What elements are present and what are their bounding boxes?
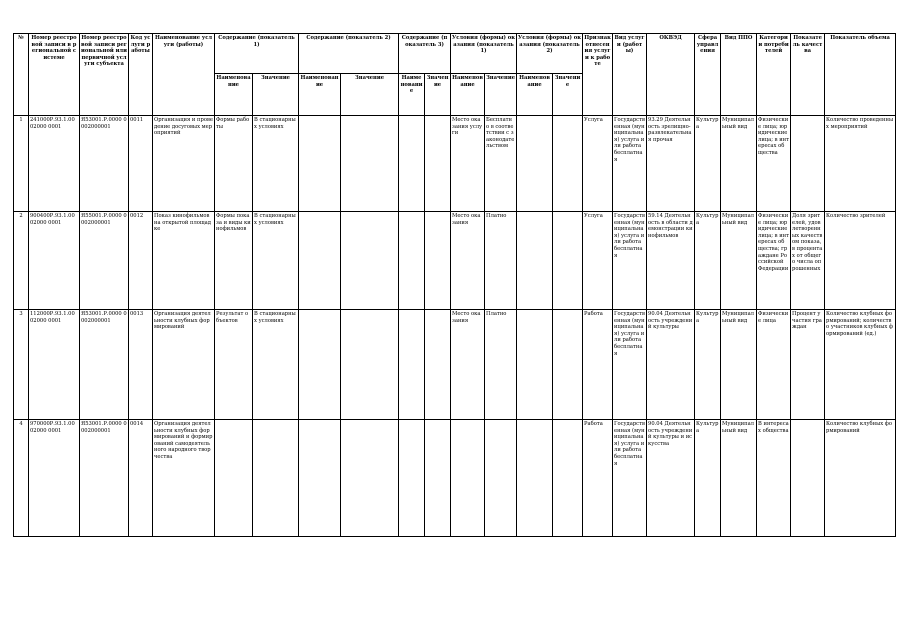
cell-sphere: Культура <box>695 116 721 212</box>
header-reg-number: Номер реестровой записи в региональной системе <box>29 34 80 116</box>
cell-content-2-value <box>341 310 399 420</box>
cell-content-3-name <box>399 116 425 212</box>
cell-conditions-2-name <box>517 420 553 537</box>
cell-content-3-value <box>425 212 451 310</box>
cell-content-1-name: Формы показа и виды кинофильмов <box>215 212 253 310</box>
cell-sphere: Культура <box>695 420 721 537</box>
cell-no: 4 <box>14 420 29 537</box>
cell-conditions-2-value <box>553 310 583 420</box>
cell-content-1-name: Формы работы <box>215 116 253 212</box>
cell-conditions-2-value <box>553 116 583 212</box>
cell-code: 0011 <box>129 116 153 212</box>
header-service-name: Наименование услуги (работы) <box>153 34 215 116</box>
header-content-1-value: Значение <box>253 74 299 116</box>
cell-conditions-1-name: Место оказания <box>451 212 485 310</box>
header-conditions-2-name: Наименование <box>517 74 553 116</box>
cell-content-3-name <box>399 420 425 537</box>
header-no: № <box>14 34 29 116</box>
cell-content-3-value <box>425 420 451 537</box>
header-conditions-1-value: Значение <box>485 74 517 116</box>
cell-conditions-1-value: Платно <box>485 212 517 310</box>
cell-conditions-2-name <box>517 310 553 420</box>
header-conditions-1: Условия (формы) оказания (показатель 1) <box>451 34 517 74</box>
cell-quality <box>791 116 825 212</box>
cell-reg: 900400Р.93.1.0002000 0001 <box>29 212 80 310</box>
header-consumers: Категории потребителей <box>757 34 791 116</box>
cell-code: 0013 <box>129 310 153 420</box>
cell-okved: 90.04 Деятельность учреждений культуры и искусства <box>647 420 695 537</box>
cell-ppo: Муниципальный вид <box>721 420 757 537</box>
cell-no: 2 <box>14 212 29 310</box>
cell-content-2-name <box>299 420 341 537</box>
header-content-1-name: Наименование <box>215 74 253 116</box>
cell-conditions-1-name: Место оказания <box>451 310 485 420</box>
cell-reg-subject: Я55001.Р.0000 0002000001 <box>80 212 129 310</box>
cell-conditions-2-name <box>517 116 553 212</box>
header-sphere: Сфера управления <box>695 34 721 116</box>
cell-reg: 241000Р.93.1.0002000 0001 <box>29 116 80 212</box>
table-row <box>14 116 896 212</box>
cell-content-1-name: Результат объектов <box>215 310 253 420</box>
cell-code: 0014 <box>129 420 153 537</box>
cell-no: 1 <box>14 116 29 212</box>
header-content-3-name: Наименование <box>399 74 425 116</box>
cell-reg-subject: Я53001.Р.0000 0002000001 <box>80 116 129 212</box>
table-row <box>14 212 896 310</box>
cell-okved: 59.14 Деятельность в области демонстрации кинофильмов <box>647 212 695 310</box>
cell-conditions-1-value: Платно <box>485 310 517 420</box>
header-content-2-value: Значение <box>341 74 399 116</box>
cell-ppo: Муниципальный вид <box>721 116 757 212</box>
cell-type: Государственная (муниципальная) услуга или работа бесплатная <box>613 310 647 420</box>
cell-conditions-2-name <box>517 212 553 310</box>
cell-consumers: Физические лица; юридические лица; в интересах общества; граждане Российской Федерации <box>757 212 791 310</box>
cell-conditions-2-value <box>553 420 583 537</box>
cell-conditions-2-value <box>553 212 583 310</box>
cell-content-2-name <box>299 310 341 420</box>
table-row <box>14 420 896 537</box>
cell-content-2-value <box>341 212 399 310</box>
cell-type: Государственная (муниципальная) услуга или работа бесплатная <box>613 116 647 212</box>
cell-reg: 970000Р.93.1.0002000 0001 <box>29 420 80 537</box>
cell-quality: Процент участия граждан <box>791 310 825 420</box>
cell-content-2-name <box>299 212 341 310</box>
cell-content-1-value <box>253 420 299 537</box>
cell-sign: Работа <box>583 420 613 537</box>
header-reg-number-subject: Номер реестровой записи региональной или первичной услуги субъекта <box>80 34 129 116</box>
cell-name: Показ кинофильмов на открытой площадке <box>153 212 215 310</box>
header-okved: ОКВЭД <box>647 34 695 116</box>
cell-content-3-name <box>399 212 425 310</box>
cell-volume: Количество проведенных мероприятий <box>825 116 896 212</box>
header-conditions-2-value: Значение <box>553 74 583 116</box>
header-vid-ppo: Вид ППО <box>721 34 757 116</box>
cell-name: Организация деятельности клубных формирований <box>153 310 215 420</box>
cell-content-3-name <box>399 310 425 420</box>
header-content-1: Содержание (показатель 1) <box>215 34 299 74</box>
registry-sheet <box>13 33 895 537</box>
cell-volume: Количество клубных формирований; количество участников клубных формирований (ед.) <box>825 310 896 420</box>
cell-conditions-1-name <box>451 420 485 537</box>
header-conditions-1-name: Наименование <box>451 74 485 116</box>
cell-code: 0012 <box>129 212 153 310</box>
header-service-code: Код услуги работы <box>129 34 153 116</box>
table-row <box>14 310 896 420</box>
header-conditions-2: Условия (формы) оказания (показатель 2) <box>517 34 583 74</box>
cell-sign: Услуга <box>583 212 613 310</box>
cell-sign: Работа <box>583 310 613 420</box>
cell-consumers: Физические лица; юридические лица; в интересах общества <box>757 116 791 212</box>
cell-content-2-name <box>299 116 341 212</box>
cell-content-1-value: В стационарных условиях <box>253 212 299 310</box>
header-type: Вид услуги (работы) <box>613 34 647 116</box>
cell-sign: Услуга <box>583 116 613 212</box>
cell-volume: Количество зрителей <box>825 212 896 310</box>
cell-content-3-value <box>425 310 451 420</box>
header-sign: Признак отнесения услуги к работе <box>583 34 613 116</box>
cell-no: 3 <box>14 310 29 420</box>
cell-consumers: Физические лица <box>757 310 791 420</box>
cell-type: Государственная (муниципальная) услуга или работа бесплатная <box>613 420 647 537</box>
cell-name: Организация деятельности клубных формирований и формирований самодеятельного народного творчества <box>153 420 215 537</box>
cell-quality <box>791 420 825 537</box>
header-content-3-value: Значение <box>425 74 451 116</box>
cell-content-2-value <box>341 116 399 212</box>
cell-content-1-value: В стационарных условиях <box>253 116 299 212</box>
header-content-3: Содержание (показатель 3) <box>399 34 451 74</box>
cell-content-1-name <box>215 420 253 537</box>
cell-okved: 90.04 Деятельность учреждений культуры <box>647 310 695 420</box>
cell-conditions-1-value <box>485 420 517 537</box>
header-volume: Показатель объема <box>825 34 896 116</box>
cell-conditions-1-name: Место оказания услуги <box>451 116 485 212</box>
cell-sphere: Культура <box>695 212 721 310</box>
cell-conditions-1-value: Бесплатно в соответствии с законодательством <box>485 116 517 212</box>
cell-content-1-value: В стационарных условиях <box>253 310 299 420</box>
cell-reg: 112000Р.93.1.0002000 0001 <box>29 310 80 420</box>
cell-ppo: Муниципальный вид <box>721 310 757 420</box>
header-content-2: Содержание (показатель 2) <box>299 34 399 74</box>
cell-name: Организация и проведение досуговых мероприятий <box>153 116 215 212</box>
registry-table <box>13 33 896 537</box>
cell-okved: 93.29 Деятельность зрелищно-развлекательная прочая <box>647 116 695 212</box>
cell-type: Государственная (муниципальная) услуга или работа бесплатная <box>613 212 647 310</box>
cell-consumers: В интересах общества <box>757 420 791 537</box>
cell-volume: Количество клубных формирований <box>825 420 896 537</box>
cell-quality: Доля зрителей, удовлетворенных качеством показа, в процентах от общего числа опрошенных <box>791 212 825 310</box>
header-content-2-name: Наименование <box>299 74 341 116</box>
cell-ppo: Муниципальный вид <box>721 212 757 310</box>
cell-sphere: Культура <box>695 310 721 420</box>
cell-content-2-value <box>341 420 399 537</box>
cell-content-3-value <box>425 116 451 212</box>
cell-reg-subject: Я53001.Р.0000 0002000001 <box>80 310 129 420</box>
cell-reg-subject: Я53001.Р.0000 0002000001 <box>80 420 129 537</box>
header-quality: Показатель качества <box>791 34 825 116</box>
header-row-1 <box>14 34 896 74</box>
